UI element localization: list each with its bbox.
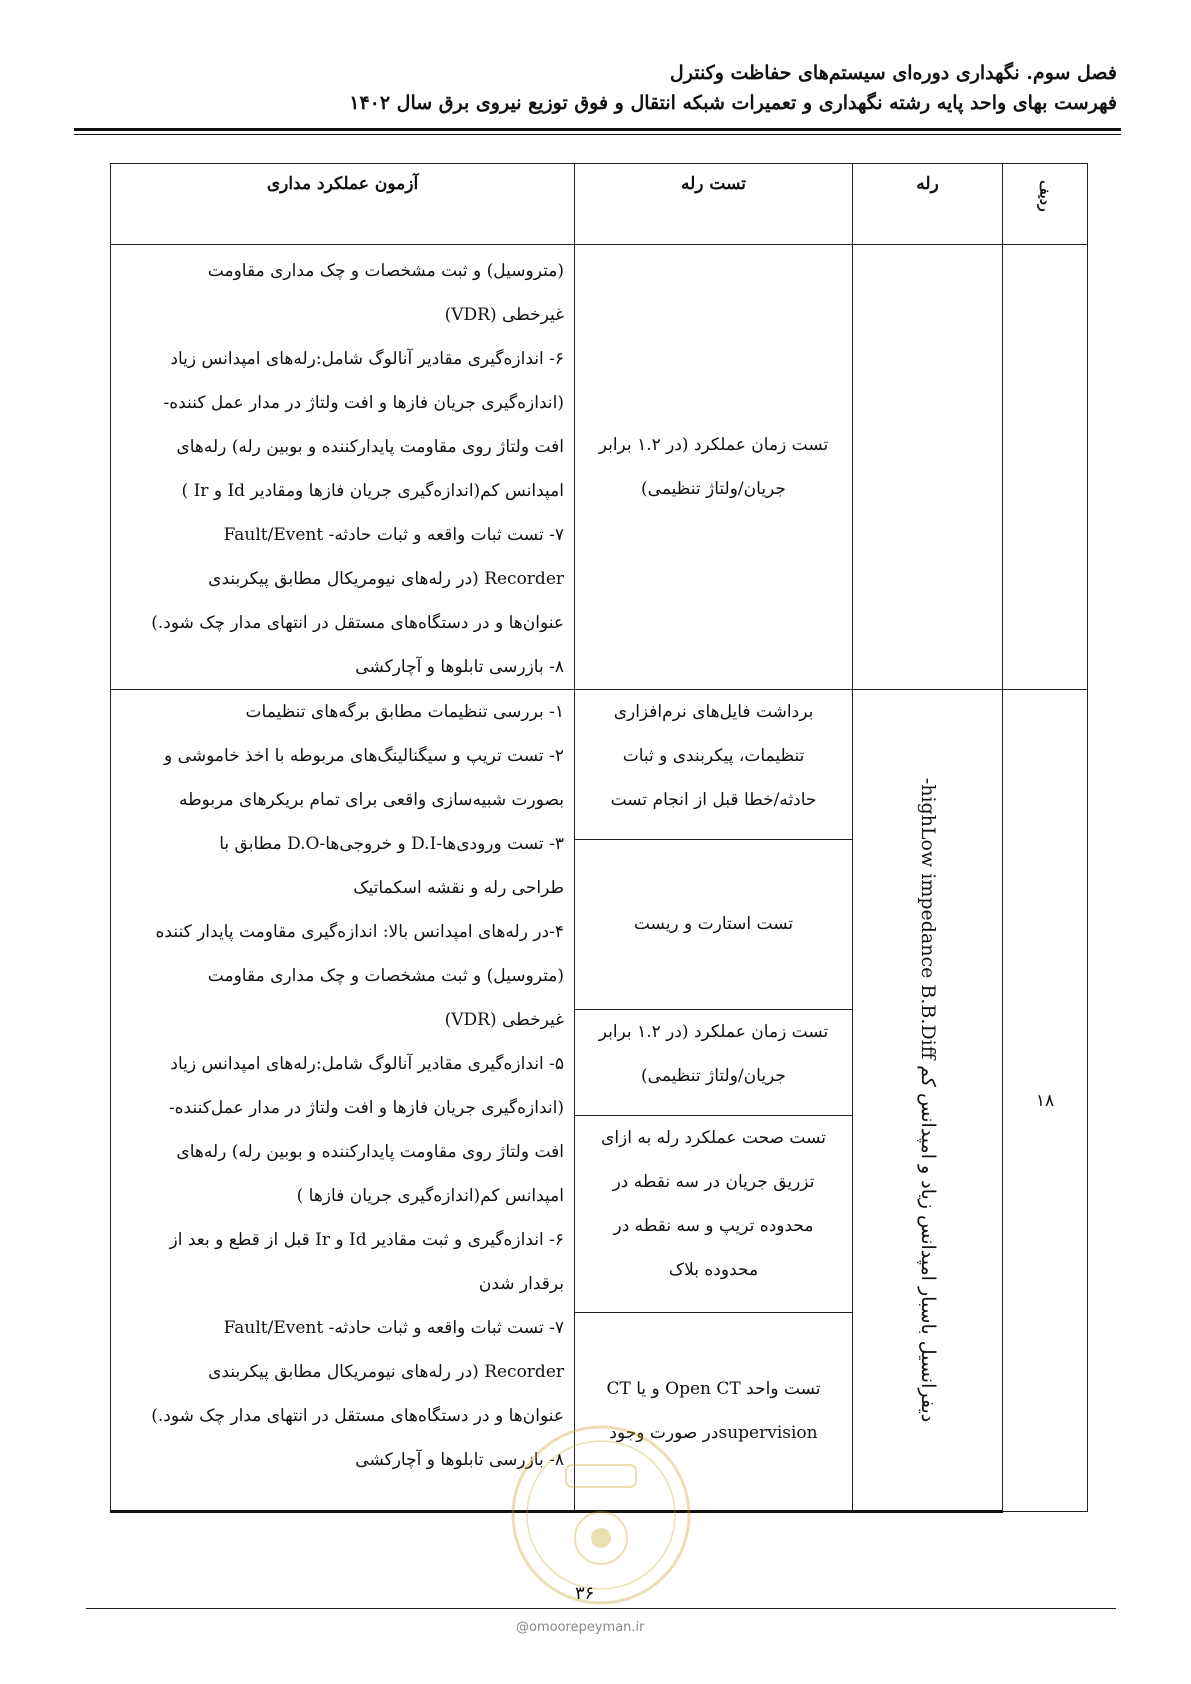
circuit-line: (متروسیل) و ثبت مشخصات و چک مداری مقاومت xyxy=(207,261,564,281)
circuit-line: افت ولتاژ روی مقاومت پایدارکننده و بوبین رله) رله‌های xyxy=(176,1142,564,1162)
table-row-continuation xyxy=(111,245,1088,690)
test-line: supervisionدر صورت وجود xyxy=(609,1423,818,1444)
circuit-line: ۶- اندازه‌گیری و ثبت مقادیر Id و Ir قبل از قطع و بعد از xyxy=(169,1230,564,1250)
circuit-line: Recorder (در رله‌های نیومریکال مطابق پیکربندی xyxy=(208,1362,564,1382)
row-18-relay xyxy=(853,690,1003,1512)
continuation-test-line: جریان/ولتاژ تنظیمی) xyxy=(641,479,786,499)
maintenance-table xyxy=(110,163,1088,1513)
circuit-line: امپدانس کم(اندازه‌گیری جریان فازها ومقادیر Id و Ir ) xyxy=(181,481,564,501)
test-line: جریان/ولتاژ تنظیمی) xyxy=(641,1065,786,1086)
continuation-test-line: تست زمان عملکرد (در ۱.۲ برابر xyxy=(598,435,829,455)
circuit-line: ۲- تست تریپ و سیگنالینگ‌های مربوطه با اخذ خاموشی و xyxy=(164,746,564,766)
circuit-line: غیرخطی (VDR) xyxy=(444,1010,564,1030)
circuit-line: بصورت شبیه‌سازی واقعی برای تمام بریکرهای مربوطه xyxy=(179,790,564,810)
row-18-relay-name: دیفرانسیل باسبار امپدانس زیاد و امپدانس کم highLow impedance B.B.Diff- xyxy=(916,777,939,1423)
circuit-line: ۴-در رله‌های امپدانس بالا: اندازه‌گیری مقاومت پایدار کننده xyxy=(155,922,564,942)
company-seal-watermark xyxy=(506,1420,696,1610)
circuit-line: امپدانس کم(اندازه‌گیری جریان فازها ) xyxy=(296,1186,564,1206)
row-18-circuit xyxy=(111,690,575,1512)
header-rule-thin xyxy=(74,134,1121,135)
page-number: ۳۶ xyxy=(575,1583,595,1604)
circuit-line: ۸- بازرسی تابلوها و آچارکشی xyxy=(355,657,564,677)
row-18-test-1 xyxy=(575,690,853,840)
continuation-circuit xyxy=(111,245,575,690)
circuit-line: ۶- اندازه‌گیری مقادیر آنالوگ شامل:رله‌های امپدانس زیاد xyxy=(170,349,564,369)
row-18-test-3 xyxy=(575,1009,853,1115)
circuit-line: ۱- بررسی تنظیمات مطابق برگه‌های تنظیمات xyxy=(245,702,564,722)
test-line: تست زمان عملکرد (در ۱.۲ برابر xyxy=(598,1021,829,1042)
circuit-line: عنوان‌ها و در دستگاه‌های مستقل در انتهای مدار چک شود.) xyxy=(151,613,564,633)
test-line: تست صحت عملکرد رله به ازای xyxy=(601,1127,826,1148)
test-line: تنظیمات، پیکربندی و ثبات xyxy=(622,746,805,766)
circuit-line: (اندازه‌گیری جریان فازها و افت ولتاژ در مدار عمل کننده- xyxy=(163,393,564,413)
continuation-row-no xyxy=(1003,245,1088,690)
row-18-test-4 xyxy=(575,1115,853,1312)
circuit-line: عنوان‌ها و در دستگاه‌های مستقل در انتهای مدار چک شود.) xyxy=(151,1406,564,1426)
footer-rule xyxy=(86,1608,1116,1609)
header-row-no: ردیف xyxy=(1003,164,1088,245)
circuit-line: Recorder (در رله‌های نیومریکال مطابق پیکربندی xyxy=(208,569,564,589)
header-relay-test: تست رله xyxy=(575,164,853,245)
test-line: برداشت فایل‌های نرم‌افزاری xyxy=(613,702,814,722)
header-relay: رله xyxy=(853,164,1003,245)
row-18-test-2 xyxy=(575,839,853,1009)
circuit-line: طراحی رله و نقشه اسکماتیک xyxy=(353,878,564,898)
test-line: تست استارت و ریست xyxy=(633,914,794,935)
circuit-line: ۳- تست ورودی‌ها-D.I و خروجی‌ها-D.O مطابق با xyxy=(219,834,564,854)
row-18-number: ۱۸ xyxy=(1003,690,1088,1512)
test-line: تزریق جریان در سه نقطه در xyxy=(612,1171,815,1192)
table-row-18-a xyxy=(111,690,1088,840)
circuit-line: (اندازه‌گیری جریان فازها و افت ولتاژ در مدار عمل‌کننده- xyxy=(168,1098,564,1118)
page-header xyxy=(71,58,1117,118)
header-rule-thick xyxy=(74,128,1121,131)
circuit-line: ۷- تست ثبات واقعه و ثبات حادثه- Fault/Event xyxy=(223,1318,564,1338)
header-circuit-test: آزمون عملکرد مداری xyxy=(111,164,575,245)
continuation-relay xyxy=(853,245,1003,690)
table-header-row xyxy=(111,164,1088,245)
document-subtitle: فهرست بهای واحد پایه رشته نگهداری و تعمیرات شبکه انتقال و فوق توزیع نیروی برق سال ۱۴۰۲ xyxy=(349,92,1117,114)
continuation-test xyxy=(575,245,853,690)
test-line: حادثه/خطا قبل از انجام تست xyxy=(610,790,817,810)
test-line: تست واحد Open CT و یا CT xyxy=(606,1379,821,1400)
circuit-line: برقدار شدن xyxy=(478,1274,564,1294)
circuit-line: غیرخطی (VDR) xyxy=(444,305,564,325)
circuit-line: ۷- تست ثبات واقعه و ثبات حادثه- Fault/Event xyxy=(223,525,564,545)
circuit-line: ۵- اندازه‌گیری مقادیر آنالوگ شامل:رله‌های امپدانس زیاد xyxy=(170,1054,564,1074)
test-line: محدوده بلاک xyxy=(668,1259,759,1280)
circuit-line: افت ولتاژ روی مقاومت پایدارکننده و بوبین رله) رله‌های xyxy=(176,437,564,457)
website-watermark: @omoorepeyman.ir xyxy=(516,1620,645,1635)
circuit-line: ۸- بازرسی تابلوها و آچارکشی xyxy=(355,1450,564,1470)
chapter-title: فصل سوم. نگهداری دوره‌ای سیستم‌های حفاظت وکنترل xyxy=(669,62,1117,84)
test-line: محدوده تریپ و سه نقطه در xyxy=(613,1215,814,1236)
circuit-line: (متروسیل) و ثبت مشخصات و چک مداری مقاومت xyxy=(207,966,564,986)
